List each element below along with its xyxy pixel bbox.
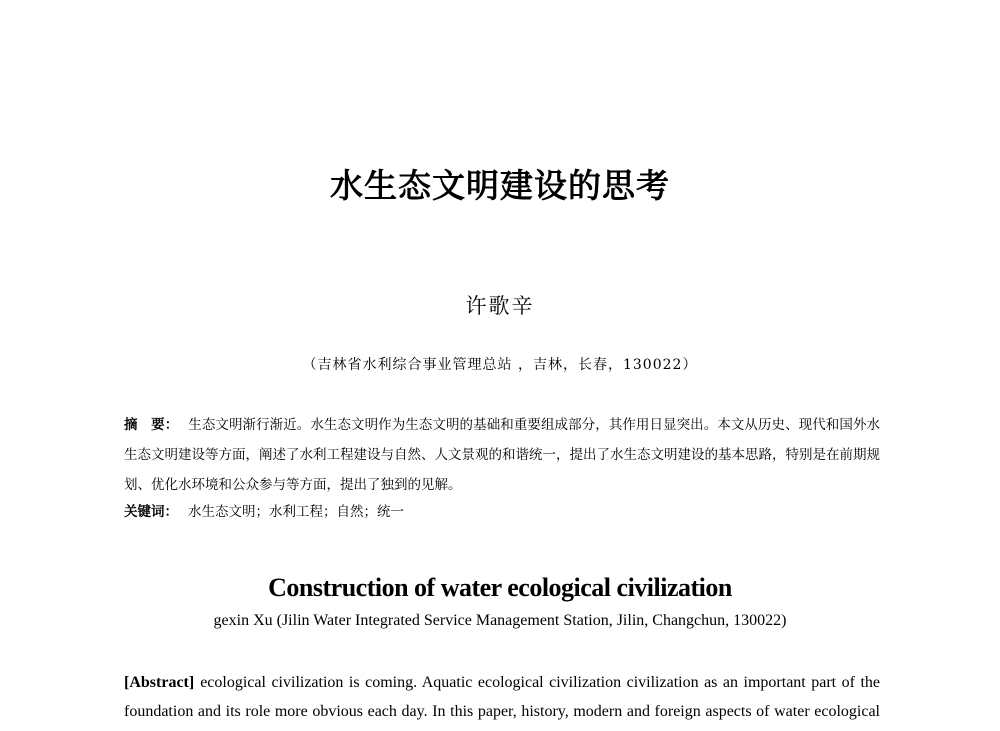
chinese-keywords-label: 关键词： xyxy=(124,504,178,520)
english-abstract xyxy=(124,668,880,726)
chinese-title: 水生态文明建设的思考 xyxy=(330,166,670,205)
english-abstract-text: ecological civilization is coming. Aquatic ecological civilization civilization as an important part of the foundation and its role more obvious each day. In this paper, history, modern and foreign aspects of water ecological xyxy=(124,674,880,720)
chinese-affiliation: （吉林省水利综合事业管理总站 ，吉林，长春，130022） xyxy=(302,357,698,373)
chinese-keywords xyxy=(124,500,880,524)
chinese-abstract-text: 生态文明渐行渐近。水生态文明作为生态文明的基础和重要组成部分，其作用日显突出。本文从历史、现代和国外水生态文明建设等方面，阐述了水利工程建设与自然、人文景观的和谐统一，提出了水生态文明建设的基本思路，特别是在前期规划、优化水环境和公众参与等方面，提出了独到的见解。 xyxy=(124,417,881,493)
english-author-affiliation: gexin Xu (Jilin Water Integrated Service Management Station, Jilin, Changchun, 130022) xyxy=(213,612,787,629)
chinese-abstract xyxy=(124,410,880,500)
chinese-author: 许歌辛 xyxy=(465,294,535,318)
chinese-abstract-label: 摘 要： xyxy=(124,417,179,433)
chinese-keywords-text: 水生态文明；水利工程；自然；统一 xyxy=(188,504,404,520)
english-abstract-label: [Abstract] xyxy=(124,674,195,691)
english-title: Construction of water ecological civilization xyxy=(268,573,732,602)
